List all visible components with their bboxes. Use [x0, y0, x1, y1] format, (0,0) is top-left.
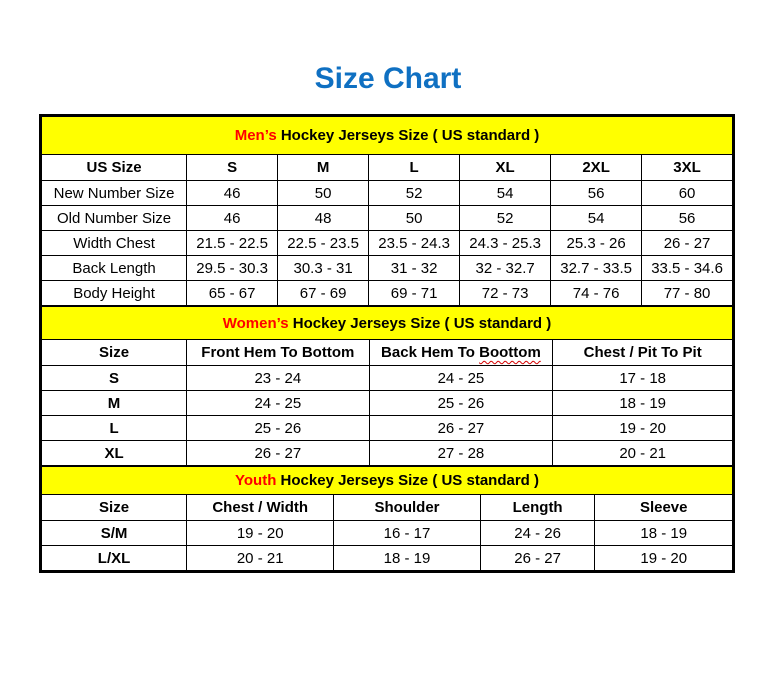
womens-banner-highlight: Women’s	[222, 314, 289, 332]
size-value-cell: 46	[187, 181, 278, 206]
mens-column-header-row	[42, 155, 733, 181]
column-header: Shoulder	[334, 495, 480, 521]
size-value-cell: 69 - 71	[369, 281, 460, 306]
column-header: US Size	[42, 155, 187, 181]
size-value-cell: 19 - 20	[595, 546, 733, 571]
column-header: Front Hem To Bottom	[187, 340, 369, 366]
size-value-cell: 20 - 21	[553, 441, 733, 466]
size-chart-tables	[39, 114, 735, 573]
table-row	[42, 231, 733, 256]
youth-banner-row	[42, 467, 733, 495]
size-value-cell: 27 - 28	[369, 441, 553, 466]
column-header: Length	[480, 495, 595, 521]
youth-size-table	[41, 466, 733, 571]
size-value-cell: 17 - 18	[553, 366, 733, 391]
size-value-cell: 26 - 27	[480, 546, 595, 571]
table-row	[42, 181, 733, 206]
column-header: M	[278, 155, 369, 181]
size-value-cell: 33.5 - 34.6	[642, 256, 733, 281]
size-value-cell: 19 - 20	[187, 521, 334, 546]
size-value-cell: 25 - 26	[369, 391, 553, 416]
table-row	[42, 256, 733, 281]
row-label: S	[42, 366, 187, 391]
size-value-cell: 46	[187, 206, 278, 231]
column-header	[369, 340, 553, 366]
size-value-cell: 67 - 69	[278, 281, 369, 306]
youth-table-banner	[42, 467, 733, 495]
column-header: Chest / Width	[187, 495, 334, 521]
column-header: L	[369, 155, 460, 181]
size-value-cell: 29.5 - 30.3	[187, 256, 278, 281]
column-header-text: Back Hem To	[381, 344, 480, 361]
size-value-cell: 23.5 - 24.3	[369, 231, 460, 256]
womens-size-table	[41, 306, 733, 466]
size-value-cell: 18 - 19	[553, 391, 733, 416]
size-value-cell: 31 - 32	[369, 256, 460, 281]
size-value-cell: 60	[642, 181, 733, 206]
table-row	[42, 441, 733, 466]
size-value-cell: 18 - 19	[595, 521, 733, 546]
column-header: Chest / Pit To Pit	[553, 340, 733, 366]
youth-banner-highlight: Youth	[235, 472, 277, 489]
size-value-cell: 52	[369, 181, 460, 206]
size-value-cell: 74 - 76	[551, 281, 642, 306]
size-value-cell: 54	[551, 206, 642, 231]
row-label: Width Chest	[42, 231, 187, 256]
womens-table-banner	[42, 307, 733, 340]
size-value-cell: 24.3 - 25.3	[460, 231, 551, 256]
mens-banner-highlight: Men’s	[234, 127, 277, 144]
size-value-cell: 30.3 - 31	[278, 256, 369, 281]
size-value-cell: 26 - 27	[187, 441, 369, 466]
table-row	[42, 206, 733, 231]
size-value-cell: 25.3 - 26	[551, 231, 642, 256]
row-label: Old Number Size	[42, 206, 187, 231]
row-label: S/M	[42, 521, 187, 546]
womens-banner-text: Hockey Jerseys Size ( US standard )	[288, 314, 552, 332]
size-value-cell: 19 - 20	[553, 416, 733, 441]
size-value-cell: 50	[278, 181, 369, 206]
table-row	[42, 521, 733, 546]
size-value-cell: 52	[460, 206, 551, 231]
size-value-cell: 24 - 25	[369, 366, 553, 391]
row-label: New Number Size	[42, 181, 187, 206]
row-label: Body Height	[42, 281, 187, 306]
table-row	[42, 281, 733, 306]
size-value-cell: 54	[460, 181, 551, 206]
row-label: L/XL	[42, 546, 187, 571]
size-value-cell: 32.7 - 33.5	[551, 256, 642, 281]
size-value-cell: 56	[551, 181, 642, 206]
size-value-cell: 24 - 26	[480, 521, 595, 546]
size-value-cell: 23 - 24	[187, 366, 369, 391]
table-row	[42, 546, 733, 571]
size-value-cell: 48	[278, 206, 369, 231]
size-value-cell: 72 - 73	[460, 281, 551, 306]
size-value-cell: 32 - 32.7	[460, 256, 551, 281]
youth-column-header-row	[42, 495, 733, 521]
size-value-cell: 26 - 27	[642, 231, 733, 256]
table-row	[42, 366, 733, 391]
column-header: Size	[42, 495, 187, 521]
row-label: Back Length	[42, 256, 187, 281]
size-value-cell: 20 - 21	[187, 546, 334, 571]
size-value-cell: 26 - 27	[369, 416, 553, 441]
row-label: M	[42, 391, 187, 416]
size-value-cell: 18 - 19	[334, 546, 480, 571]
size-value-cell: 22.5 - 23.5	[278, 231, 369, 256]
mens-table-banner	[42, 117, 733, 155]
table-row	[42, 416, 733, 441]
size-value-cell: 50	[369, 206, 460, 231]
youth-banner-text: Hockey Jerseys Size ( US standard )	[276, 472, 539, 489]
row-label: L	[42, 416, 187, 441]
row-label: XL	[42, 441, 187, 466]
misspelled-word: Boottom	[479, 344, 541, 361]
column-header: S	[187, 155, 278, 181]
womens-column-header-row	[42, 340, 733, 366]
size-value-cell: 25 - 26	[187, 416, 369, 441]
mens-size-table	[41, 116, 733, 306]
size-value-cell: 77 - 80	[642, 281, 733, 306]
column-header: Size	[42, 340, 187, 366]
column-header: 3XL	[642, 155, 733, 181]
page-title: Size Chart	[314, 62, 462, 95]
column-header: XL	[460, 155, 551, 181]
size-value-cell: 56	[642, 206, 733, 231]
size-value-cell: 16 - 17	[334, 521, 480, 546]
table-row	[42, 391, 733, 416]
mens-banner-text: Hockey Jerseys Size ( US standard )	[276, 127, 540, 144]
size-value-cell: 21.5 - 22.5	[187, 231, 278, 256]
column-header: Sleeve	[595, 495, 733, 521]
mens-banner-row	[42, 117, 733, 155]
size-value-cell: 24 - 25	[187, 391, 369, 416]
size-value-cell: 65 - 67	[187, 281, 278, 306]
column-header: 2XL	[551, 155, 642, 181]
womens-banner-row	[42, 307, 733, 340]
